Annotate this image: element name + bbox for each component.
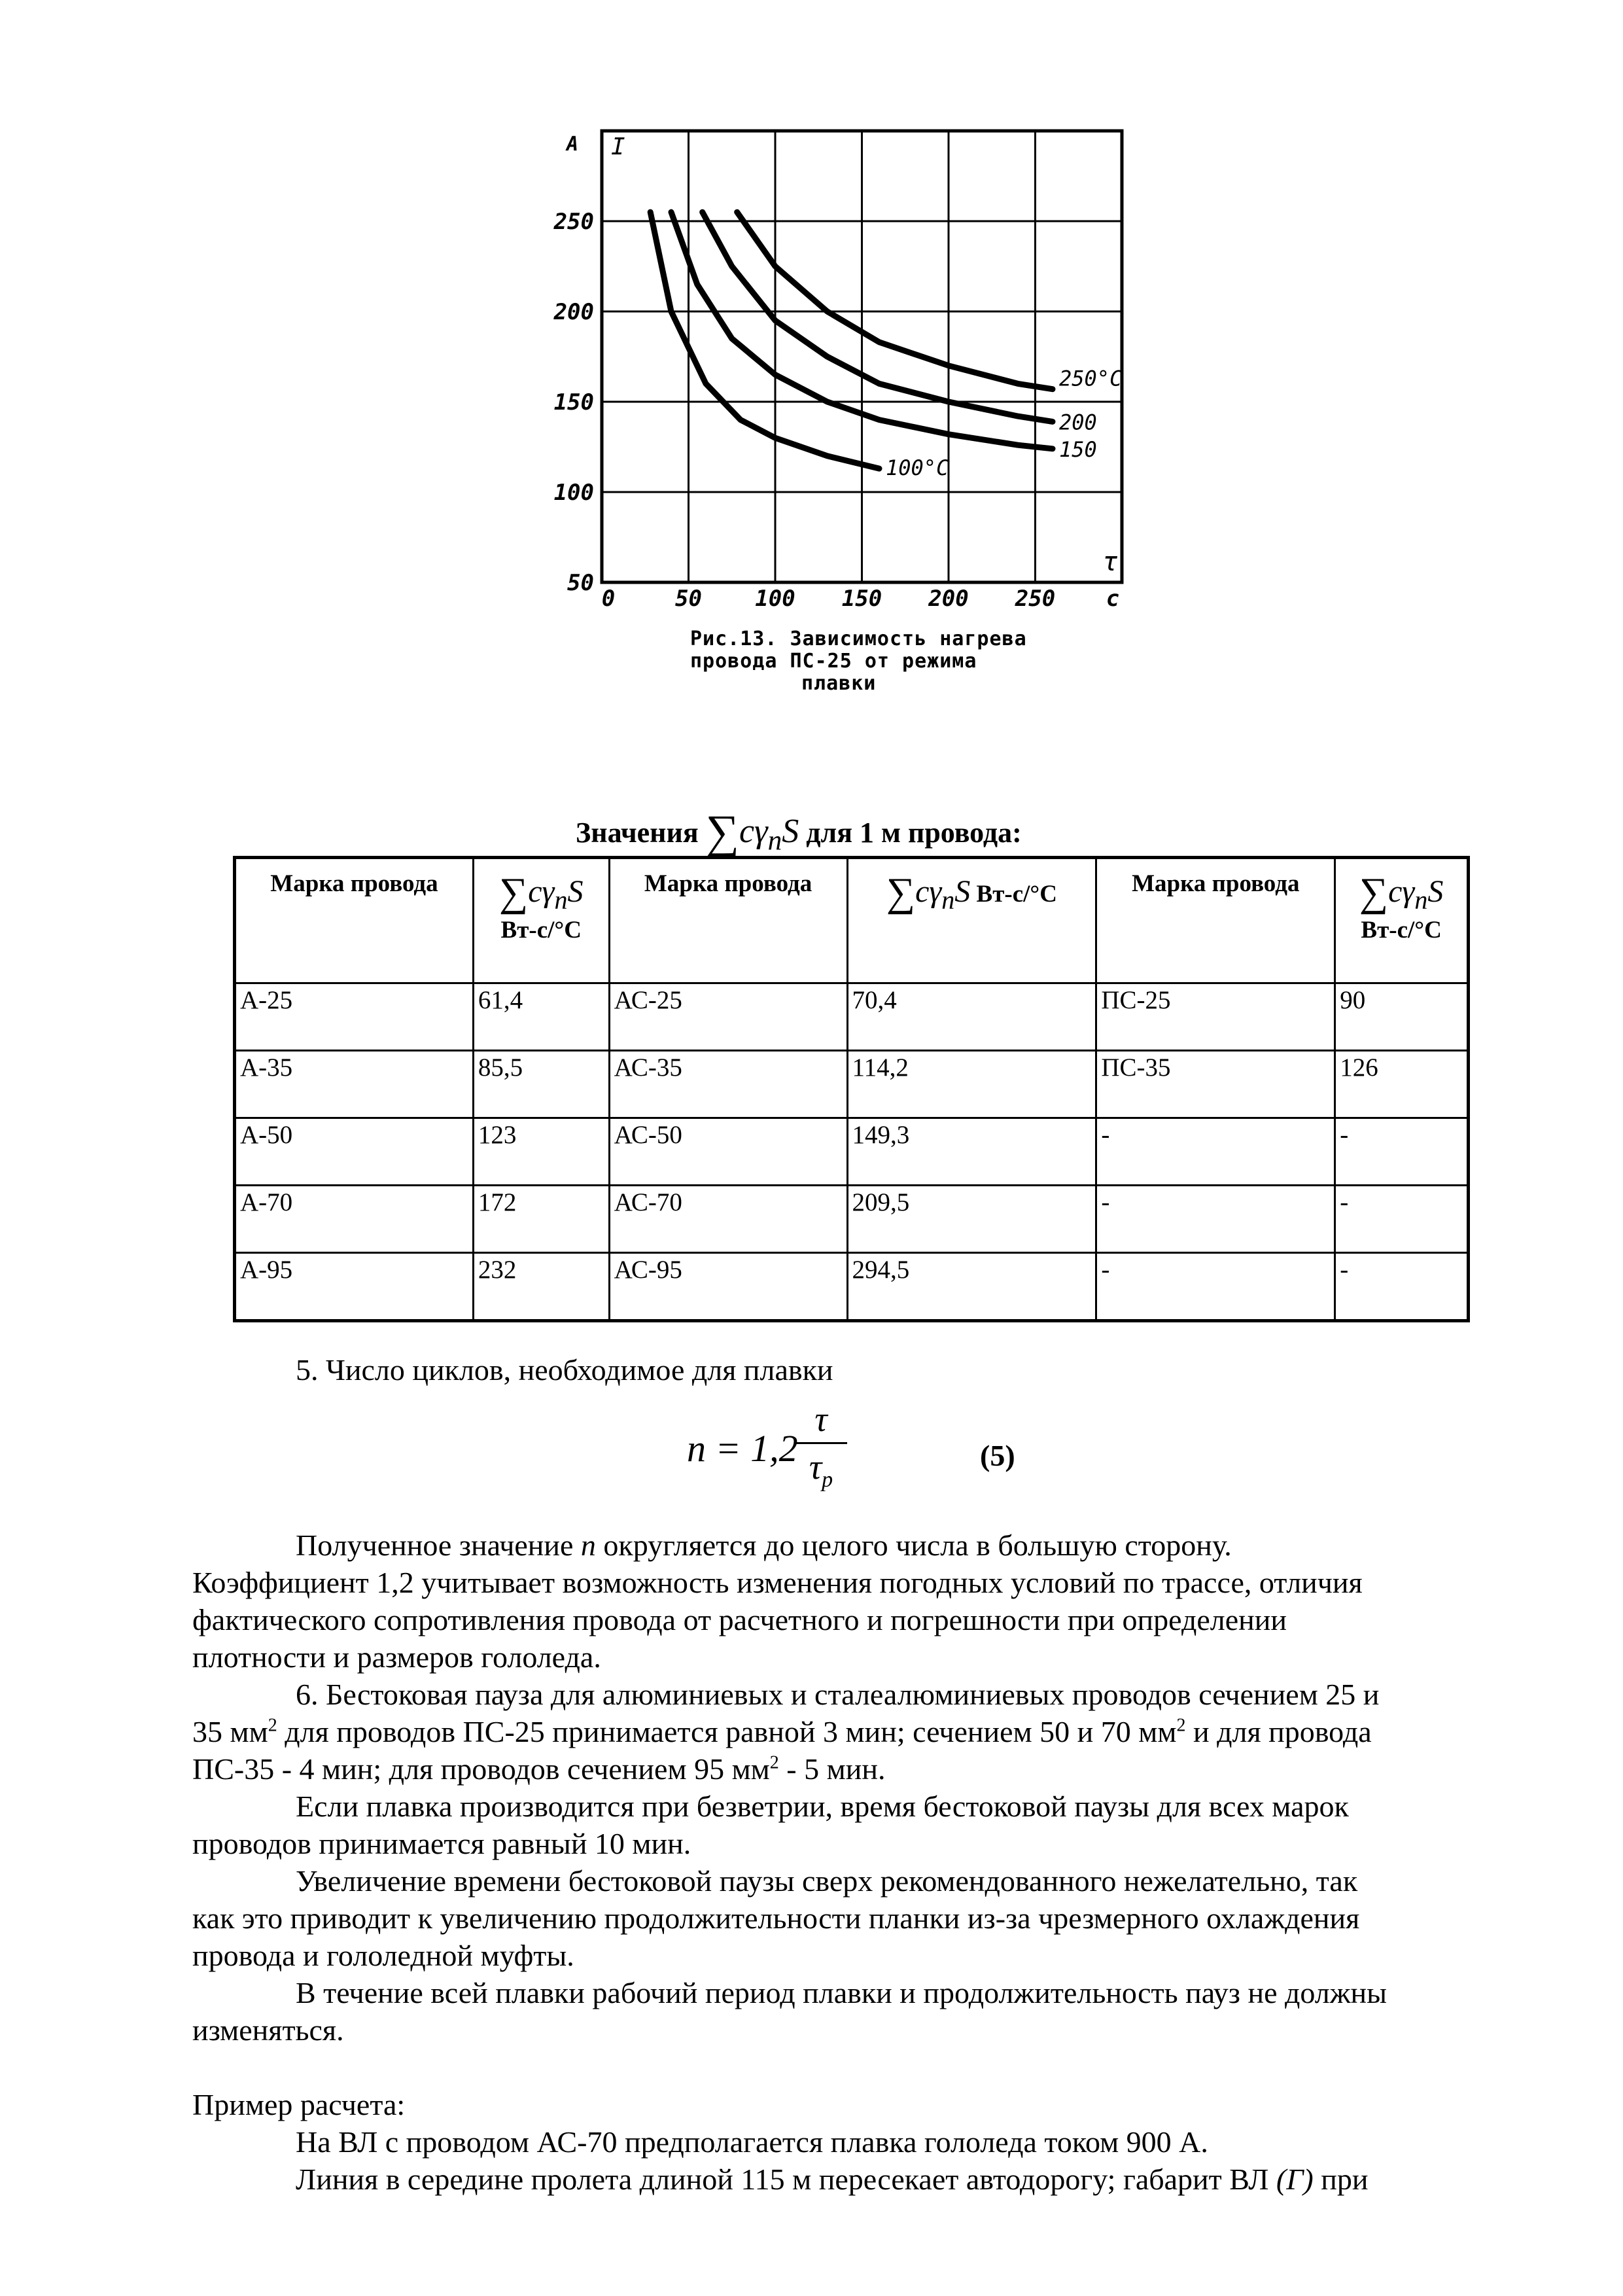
caption-line-2: провода ПС-25 от режима [690, 650, 977, 673]
table-cell: А-35 [235, 1051, 474, 1118]
curve-4 [737, 212, 1053, 389]
p7-a: ПС-35 - 4 мин; для проводов сечением 95 мм [192, 1752, 770, 1786]
p6-a: 35 мм [192, 1715, 268, 1748]
table-title [576, 805, 1230, 859]
header-unit: Вт-с/°С [1361, 917, 1442, 944]
sigma-symbol: ∑ [886, 870, 916, 915]
table-header-row [235, 858, 1469, 983]
p17-g: (Г) [1276, 2163, 1314, 2196]
formula-number: (5) [980, 1439, 1015, 1472]
header-sum-2 [847, 858, 1096, 983]
p1-a: Полученное значение [296, 1528, 581, 1562]
table-title-symbol [705, 805, 799, 858]
x-tick-label: 50 [675, 586, 702, 612]
x-unit-label: с [1106, 586, 1120, 612]
heating-chart [536, 118, 1178, 628]
y-tick-label: 100 [553, 480, 594, 506]
caption-line-1: Рис.13. Зависимость нагрева [690, 627, 1027, 650]
x-tick-label: 200 [928, 586, 969, 612]
paragraph-5-line-3: провода и гололедной муфты. [192, 1939, 574, 1972]
table-row [235, 1118, 1469, 1186]
table-cell: АС-95 [609, 1253, 847, 1321]
paragraph-6-line-1: В течение всей плавки рабочий период плавки и продолжительность пауз не должны [296, 1976, 1387, 2009]
p6-c: и для провода [1185, 1715, 1372, 1748]
curve-label-2: 150 [1059, 436, 1097, 462]
curve-label-1: 100°С [886, 455, 949, 481]
table-cell: - [1335, 1118, 1469, 1186]
figure-caption [690, 628, 1109, 695]
formula-5 [687, 1400, 833, 1492]
symbol-s: S [782, 813, 799, 850]
header-unit: Вт-с/°С [976, 881, 1057, 908]
paragraph-2-line-2: фактического сопротивления провода от расчетного и погрешности при определении [192, 1603, 1287, 1636]
paragraph-3-line-1: 6. Бестоковая пауза для алюминиевых и сталеалюминиевых проводов сечением 25 и [296, 1678, 1380, 1711]
symbol-sub: n [554, 885, 568, 915]
paragraph-4-line-1: Если плавка производится при безветрии, время бестоковой паузы для всех марок [296, 1790, 1349, 1823]
header-unit: Вт-с/°С [500, 917, 582, 944]
sup-2: 2 [769, 1752, 779, 1773]
table-cell: 232 [473, 1253, 609, 1321]
symbol-sub: n [941, 885, 955, 915]
sigma-symbol: ∑ [705, 805, 739, 858]
example-line-2 [296, 2162, 1368, 2197]
formula-numerator: τ [814, 1400, 828, 1439]
header-mark-2: Марка провода [609, 858, 847, 983]
fraction-bar [795, 1442, 847, 1444]
sup-2: 2 [268, 1715, 277, 1736]
p17-b: при [1313, 2163, 1369, 2196]
table-cell: 294,5 [847, 1253, 1096, 1321]
symbol-cg: cγ [915, 874, 942, 909]
table-cell: 90 [1335, 983, 1469, 1051]
paragraph-5-line-1: Увеличение времени бестоковой паузы сверх рекомендованного нежелательно, так [296, 1864, 1358, 1898]
sigma-symbol: ∑ [1359, 870, 1389, 915]
p6-b: для проводов ПС-25 принимается равной 3 мин; сечением 50 и 70 мм [277, 1715, 1177, 1748]
p7-b: - 5 мин. [778, 1752, 886, 1786]
table-row [235, 1051, 1469, 1118]
table-cell: 149,3 [847, 1118, 1096, 1186]
chart-grid [602, 131, 1122, 582]
table-cell: А-25 [235, 983, 474, 1051]
symbol-cg: cγ [739, 813, 768, 850]
sigma-symbol: ∑ [499, 870, 529, 915]
paragraph-4-line-2: проводов принимается равный 10 мин. [192, 1827, 691, 1860]
table-title-prefix: Значения [576, 817, 699, 849]
x-tick-label: 250 [1015, 586, 1056, 612]
paragraph-3-line-3 [192, 1752, 885, 1786]
formula-lhs: n = 1,2 [687, 1427, 798, 1470]
table-cell: АС-25 [609, 983, 847, 1051]
table-cell: 85,5 [473, 1051, 609, 1118]
y-symbol-label: I [611, 133, 625, 160]
curve-3 [703, 212, 1053, 421]
table-cell: - [1096, 1186, 1335, 1253]
header-sum-3 [1335, 858, 1469, 983]
symbol-cg: cγ [528, 874, 555, 909]
paragraph-2-line-1: Коэффициент 1,2 учитывает возможность изменения погодных условий по трассе, отличия [192, 1566, 1363, 1599]
x-tick-label: 0 [601, 586, 616, 612]
table-cell: АС-35 [609, 1051, 847, 1118]
table-cell: 209,5 [847, 1186, 1096, 1253]
y-tick-label: 150 [553, 389, 594, 415]
y-tick-label: 200 [553, 299, 594, 325]
table-title-suffix: для 1 м провода: [806, 817, 1022, 849]
paragraph-3-line-2 [192, 1714, 1372, 1749]
paragraph-2-line-3: плотности и размеров гололеда. [192, 1640, 601, 1674]
table-row [235, 1253, 1469, 1321]
symbol-sub: n [767, 824, 782, 857]
symbol-s: S [1427, 874, 1444, 909]
table-cell: АС-70 [609, 1186, 847, 1253]
symbol-s: S [567, 874, 584, 909]
table-cell: 61,4 [473, 983, 609, 1051]
header-mark-3: Марка провода [1096, 858, 1335, 983]
curve-label-3: 200 [1059, 410, 1097, 435]
p1-b: округляется до целого числа в большую сторону. [595, 1528, 1232, 1562]
paragraph-6-line-2: изменяться. [192, 2013, 344, 2047]
table-cell: - [1096, 1253, 1335, 1321]
item-5-heading: 5. Число циклов, необходимое для плавки [296, 1353, 833, 1386]
table-cell: 70,4 [847, 983, 1096, 1051]
p17-a: Линия в середине пролета длиной 115 м пересекает автодорогу; габарит ВЛ [296, 2163, 1276, 2196]
table-cell: - [1096, 1118, 1335, 1186]
example-line-1: На ВЛ с проводом АС-70 предполагается плавка гололеда током 900 А. [296, 2125, 1208, 2159]
header-mark-1: Марка провода [235, 858, 474, 983]
symbol-cg: cγ [1388, 874, 1415, 909]
table-row [235, 1186, 1469, 1253]
table-cell: 172 [473, 1186, 609, 1253]
chart-curves [650, 212, 1053, 468]
y-tick-label: 50 [567, 570, 594, 596]
y-tick-label: 250 [553, 209, 594, 235]
y-unit-label: А [566, 133, 579, 156]
denominator-tau: τ [809, 1447, 822, 1487]
header-sum-1 [473, 858, 609, 983]
paragraph-5-line-2: как это приводит к увеличению продолжительности планки из-за чрезмерного охлаждения [192, 1901, 1360, 1935]
table-cell: АС-50 [609, 1118, 847, 1186]
chart-labels [553, 133, 1123, 612]
table-cell: - [1335, 1253, 1469, 1321]
table-cell: А-50 [235, 1118, 474, 1186]
symbol-s: S [954, 874, 971, 909]
table-cell: - [1335, 1186, 1469, 1253]
wire-values-table [233, 856, 1470, 1322]
sup-2: 2 [1176, 1715, 1186, 1736]
x-tick-label: 150 [841, 586, 882, 612]
x-symbol-label: τ [1102, 547, 1119, 577]
caption-line-3: плавки [801, 672, 877, 695]
paragraph-1 [296, 1528, 1232, 1563]
table-cell: 123 [473, 1118, 609, 1186]
table-cell: А-95 [235, 1253, 474, 1321]
table-cell: ПС-25 [1096, 983, 1335, 1051]
denominator-sub: p [822, 1467, 833, 1492]
p1-n: n [580, 1528, 596, 1562]
table-cell: 126 [1335, 1051, 1469, 1118]
table-cell: 114,2 [847, 1051, 1096, 1118]
table-cell: А-70 [235, 1186, 474, 1253]
x-tick-label: 100 [755, 586, 795, 612]
curve-label-4: 250°С [1059, 366, 1123, 391]
table-row [235, 983, 1469, 1051]
symbol-sub: n [1414, 885, 1428, 915]
table-cell: ПС-35 [1096, 1051, 1335, 1118]
example-heading: Пример расчета: [192, 2088, 406, 2121]
formula-fraction [795, 1399, 847, 1492]
formula-denominator [795, 1447, 847, 1492]
